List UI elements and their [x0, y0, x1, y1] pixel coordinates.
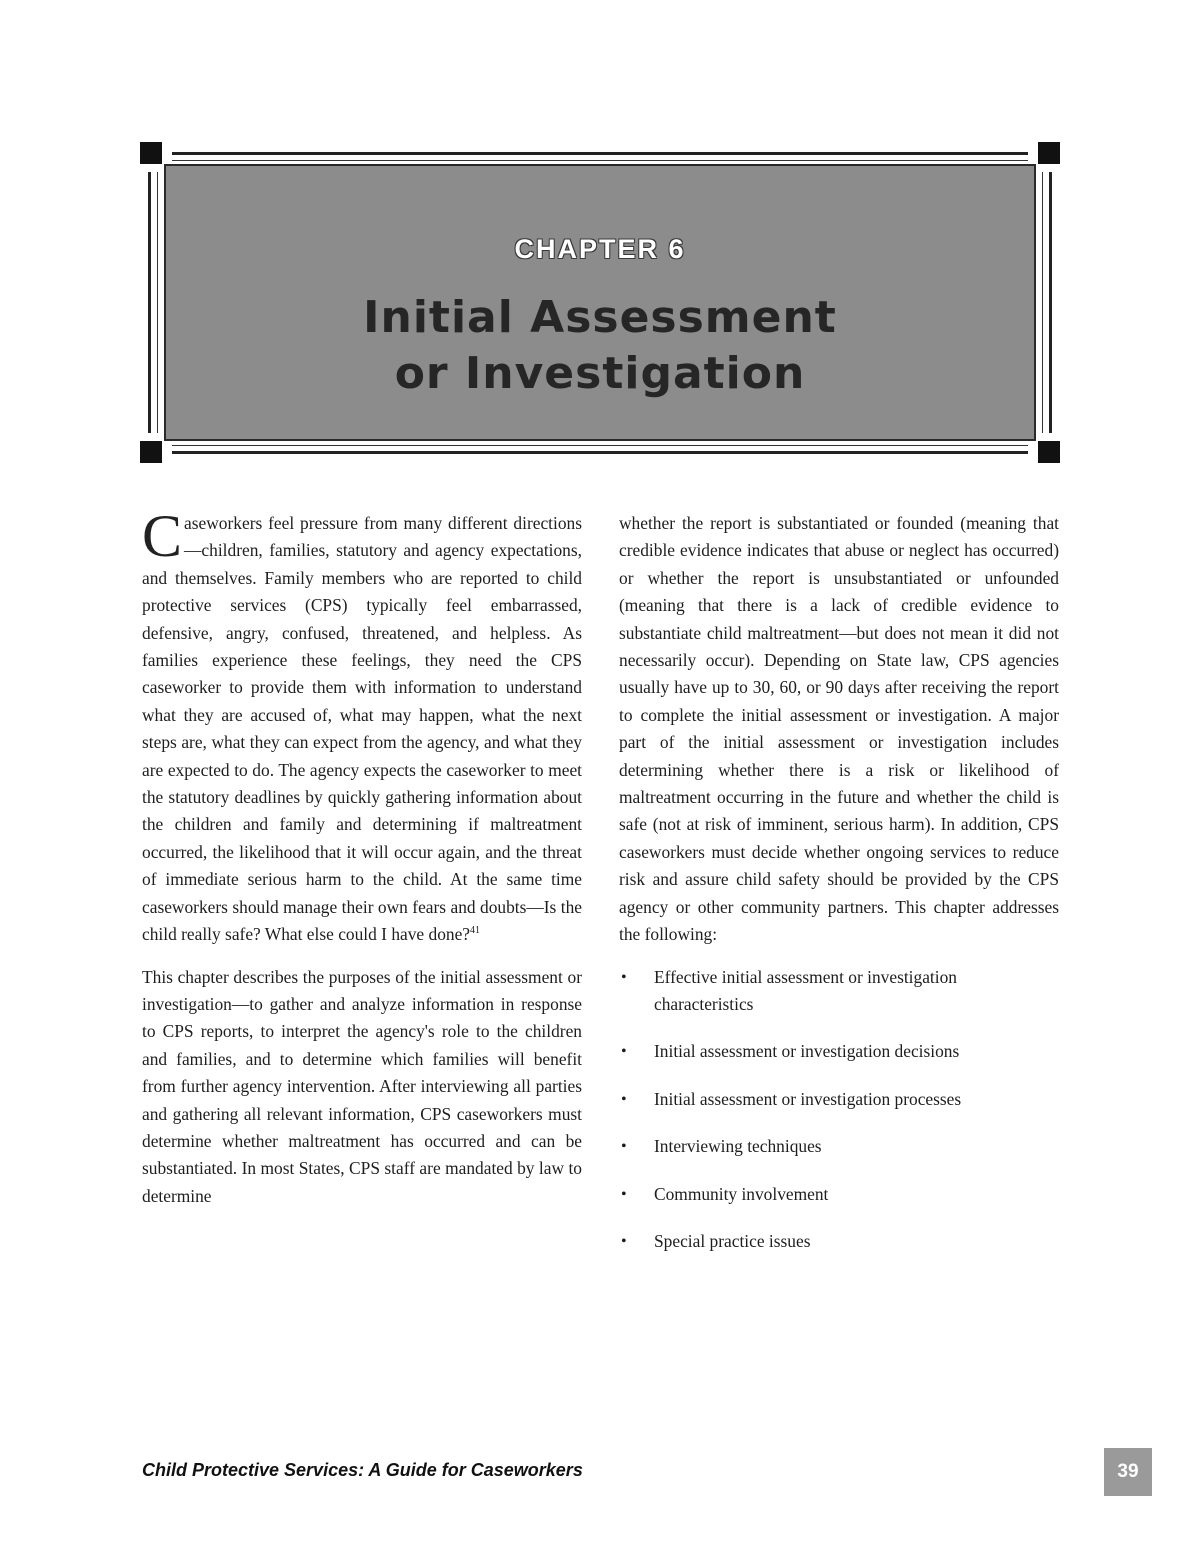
list-item [619, 964, 1059, 1019]
list-item [619, 1086, 1059, 1113]
drop-cap: C [142, 503, 183, 569]
corner-ornament [1038, 441, 1060, 463]
list-item [619, 1228, 1059, 1255]
banner-rule [172, 451, 1028, 454]
chapter-title-line: Initial Assessment [363, 292, 837, 343]
list-item-text: Effective initial assessment or investigation characteristics [654, 966, 957, 1014]
bullet-icon: • [621, 1185, 627, 1203]
banner-rule [172, 152, 1028, 155]
list-item-text: Interviewing techniques [654, 1136, 822, 1157]
bullet-icon: • [621, 1138, 627, 1156]
banner-rule [1049, 172, 1052, 433]
corner-ornament [1038, 142, 1060, 164]
list-item-text: Initial assessment or investigation processes [654, 1088, 962, 1109]
right-column [619, 510, 1059, 1275]
footnote-marker: 41 [470, 925, 481, 937]
chapter-label: CHAPTER 6 [514, 234, 686, 264]
list-item-text: Initial assessment or investigation decisions [654, 1041, 960, 1062]
list-item [619, 1133, 1059, 1160]
chapter-banner [140, 140, 1060, 465]
list-item-text: Special practice issues [654, 1230, 811, 1251]
banner-panel [164, 164, 1036, 441]
page-number: 39 [1104, 1448, 1152, 1496]
bullet-icon: • [621, 1043, 627, 1061]
bullet-icon: • [621, 1090, 627, 1108]
chapter-title-line: or Investigation [394, 348, 806, 399]
intro-paragraph [142, 503, 582, 949]
list-item [619, 1181, 1059, 1208]
body-paragraph: whether the report is substantiated or founded (meaning that credible evidence indicates that abuse or neglect has occurred) or whether the report is unsubstantiated or unfounded (meaning that there is a lack of credible evidence to substantiate child maltreatment—but does not mean it did not necessarily occur). Depending on State law, CPS agencies usually have up to 30, 60, or 90 days after receiving the report to complete the initial assessment or investigation. A major part of the initial assessment or investigation includes determining whether there is a risk or likelihood of maltreatment occurring in the future and whether the child is safe (not at risk of imminent, serious harm). In addition, CPS caseworkers must decide whether ongoing services to reduce risk and assure child safety should be provided by the CPS agency or other community partners. This chapter addresses the following: [619, 513, 1059, 945]
footer-title: Child Protective Services: A Guide for Caseworkers [142, 1460, 583, 1480]
chapter-title [166, 290, 1034, 402]
bullet-icon: • [621, 968, 627, 986]
left-column [142, 503, 582, 1225]
corner-ornament [140, 142, 162, 164]
corner-ornament [140, 441, 162, 463]
bullet-icon: • [621, 1232, 627, 1250]
intro-paragraph-text: aseworkers feel pressure from many different directions—children, families, statutory and agency expectations, and themselves. Family members who are reported to child protective services (CPS) typically feel embarrassed, defensive, angry, confused, threatened, and helpless. As families experience these feelings, they need the CPS caseworker to provide them with information to understand what they are accused of, what may happen, what the next steps are, what they can expect from the agency, and what they are expected to do. The agency expects the caseworker to meet the statutory deadlines by quickly gathering information about the children and family and determining if maltreatment occurred, the likelihood that it will occur again, and the threat of immediate serious harm to the child. At the same time caseworkers should manage their own fears and doubts—Is the child really safe? What else could I have done? [142, 513, 582, 945]
topics-list [619, 964, 1059, 1256]
body-paragraph: This chapter describes the purposes of the initial assessment or investigation—to gather and analyze information in response to CPS reports, to interpret the agency's role to the children and families, and to determine which families will benefit from further agency intervention. After interviewing all parties and gathering all relevant information, CPS caseworkers must determine whether maltreatment has occurred and can be substantiated. In most States, CPS staff are mandated by law to determine [142, 966, 582, 1206]
list-item [619, 1038, 1059, 1065]
list-item-text: Community involvement [654, 1183, 829, 1204]
banner-rule [148, 172, 151, 433]
